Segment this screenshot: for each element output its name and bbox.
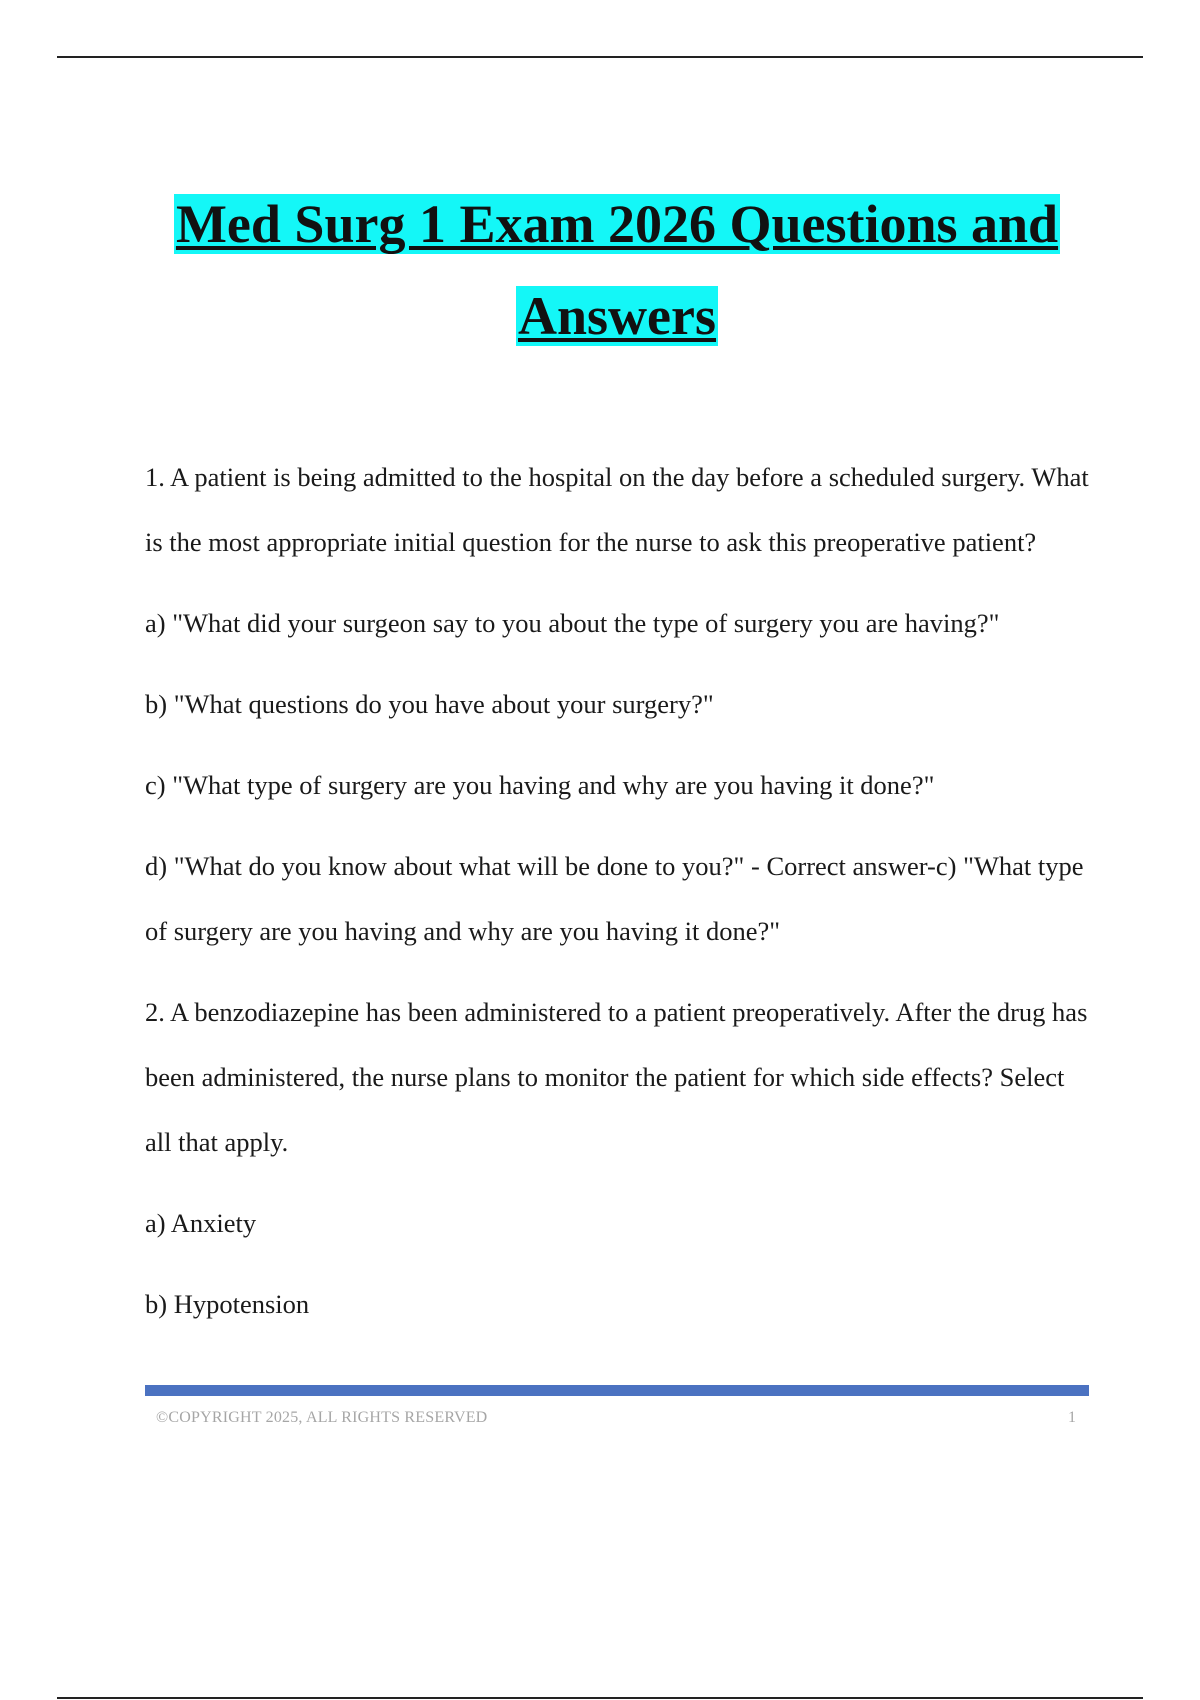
footer-copyright: ©COPYRIGHT 2025, ALL RIGHTS RESERVED — [156, 1409, 488, 1426]
question-2-stem: 2. A benzodiazepine has been administered to a patient preoperatively. After the drug has been administered, the nurse plans to monitor the patient for which side effects? Select all that apply. — [145, 997, 1088, 1157]
question-1-option-a: a) "What did your surgeon say to you about the type of surgery you are having?" — [145, 608, 1000, 638]
footer-bar — [145, 1385, 1089, 1396]
title-line-2: Answers — [518, 286, 716, 346]
page-number: 1 — [1068, 1409, 1076, 1426]
question-1-option-c: c) "What type of surgery are you having and why are you having it done?" — [145, 770, 935, 800]
question-2-option-a: a) Anxiety — [145, 1208, 257, 1238]
page-title — [0, 178, 1200, 362]
question-1-option-d-answer: d) "What do you know about what will be done to you?" - Correct answer-c) "What type of surgery are you having and why are you having it done?" — [145, 851, 1084, 946]
header-rule — [57, 56, 1143, 58]
title-line-1: Med Surg 1 Exam 2026 Questions and — [175, 194, 1059, 254]
document-body — [145, 445, 1090, 1353]
question-1-stem: 1. A patient is being admitted to the hospital on the day before a scheduled surgery. What is the most appropriate initial question for the nurse to ask this preoperative patient? — [145, 462, 1089, 557]
question-2-option-b: b) Hypotension — [145, 1289, 310, 1319]
question-1-option-b: b) "What questions do you have about your surgery?" — [145, 689, 714, 719]
page-bottom-rule — [57, 1697, 1143, 1699]
